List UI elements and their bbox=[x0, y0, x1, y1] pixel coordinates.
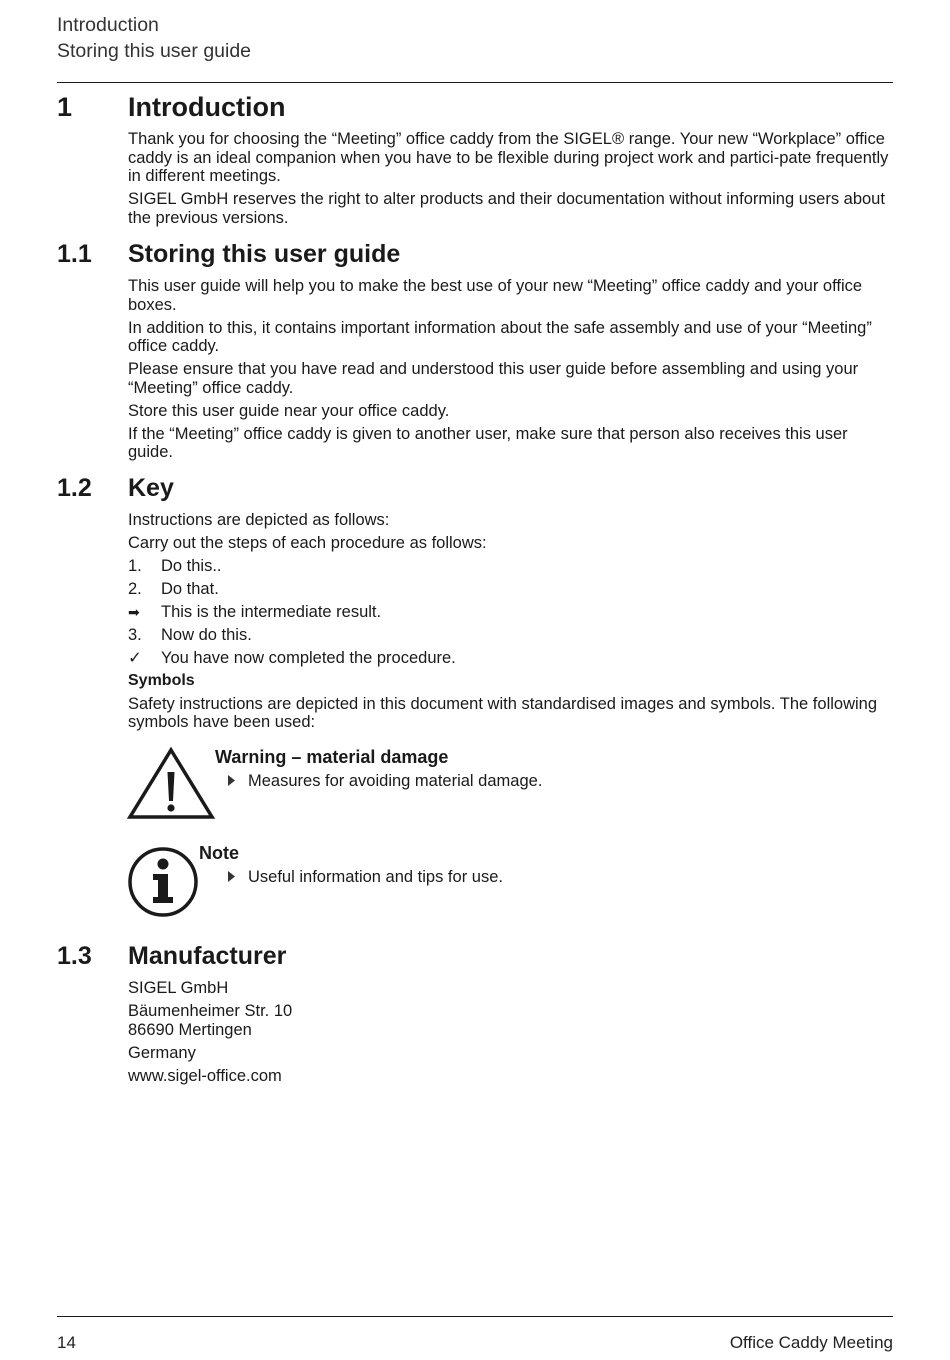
list-marker: 1. bbox=[128, 557, 142, 575]
section-title: Storing this user guide bbox=[128, 240, 401, 268]
street-address: Bäumenheimer Str. 10 bbox=[128, 1002, 293, 1020]
section-title: Key bbox=[128, 474, 174, 502]
paragraph: In addition to this, it contains important information about the safe assembly and use of your “Meeting” office caddy. bbox=[128, 318, 872, 355]
storing-body bbox=[128, 277, 893, 466]
result-arrow-icon: ➡ bbox=[128, 604, 140, 620]
paragraph: This user guide will help you to make the best use of your new “Meeting” office caddy and your office boxes. bbox=[128, 277, 863, 314]
paragraph: If the “Meeting” office caddy is given to another user, make sure that person also receives this user guide. bbox=[128, 424, 848, 461]
running-head bbox=[57, 12, 251, 64]
paragraph: Instructions are depicted as follows: bbox=[128, 511, 390, 529]
warning-triangle-icon bbox=[127, 746, 215, 820]
bullet-triangle-icon bbox=[228, 871, 235, 882]
list-marker: 2. bbox=[128, 580, 142, 598]
warning-text: Measures for avoiding material damage. bbox=[248, 772, 543, 790]
paragraph: Thank you for choosing the “Meeting” office caddy from the SIGEL® range. Your new “Workplace” office caddy is an ideal companion when you have to be flexible during project work and partici-pate frequently in different meetings. bbox=[128, 130, 889, 185]
checkmark-icon: ✓ bbox=[128, 649, 142, 667]
list-item bbox=[128, 626, 893, 649]
symbols-label: Symbols bbox=[128, 672, 195, 689]
header-rule bbox=[57, 82, 893, 83]
company-name: SIGEL GmbH bbox=[128, 979, 229, 997]
paragraph: Please ensure that you have read and understood this user guide before assembling and using your “Meeting” office caddy. bbox=[128, 360, 859, 397]
country: Germany bbox=[128, 1043, 196, 1062]
paragraph: Safety instructions are depicted in this document with standardised images and symbols. The following symbols have been used: bbox=[128, 694, 878, 731]
page-number: 14 bbox=[57, 1333, 76, 1352]
section-title: Introduction bbox=[128, 92, 286, 122]
list-item bbox=[128, 603, 893, 626]
list-text: Do this.. bbox=[161, 557, 222, 575]
bullet-triangle-icon bbox=[228, 775, 235, 786]
list-item bbox=[128, 557, 893, 580]
city: 86690 Mertingen bbox=[128, 1020, 252, 1039]
warning-title: Warning – material damage bbox=[215, 747, 449, 767]
section-number: 1 bbox=[57, 92, 73, 122]
list-text: Do that. bbox=[161, 580, 219, 598]
note-title: Note bbox=[199, 843, 239, 863]
note-text: Useful information and tips for use. bbox=[248, 868, 503, 886]
list-item bbox=[128, 649, 893, 672]
manufacturer-address bbox=[128, 979, 893, 1090]
list-marker: 3. bbox=[128, 626, 142, 644]
list-item bbox=[128, 580, 893, 603]
introduction-body bbox=[128, 130, 893, 232]
website: www.sigel-office.com bbox=[128, 1066, 282, 1085]
paragraph: SIGEL GmbH reserves the right to alter products and their documentation without informing users about the previous versions. bbox=[128, 190, 885, 227]
section-number: 1.3 bbox=[57, 942, 92, 970]
running-head-section: Storing this user guide bbox=[57, 40, 252, 62]
running-head-chapter: Introduction bbox=[57, 14, 159, 36]
list-text: This is the intermediate result. bbox=[161, 603, 382, 621]
paragraph: Store this user guide near your office caddy. bbox=[128, 401, 450, 420]
paragraph: Carry out the steps of each procedure as follows: bbox=[128, 534, 487, 552]
section-number: 1.1 bbox=[57, 240, 92, 268]
key-body bbox=[128, 511, 893, 736]
list-text: Now do this. bbox=[161, 626, 252, 644]
footer-rule bbox=[57, 1316, 893, 1317]
section-number: 1.2 bbox=[57, 474, 92, 502]
footer-product-name: Office Caddy Meeting bbox=[729, 1333, 893, 1352]
list-text: You have now completed the procedure. bbox=[161, 649, 456, 667]
info-circle-icon bbox=[127, 846, 199, 918]
section-title: Manufacturer bbox=[128, 942, 287, 970]
